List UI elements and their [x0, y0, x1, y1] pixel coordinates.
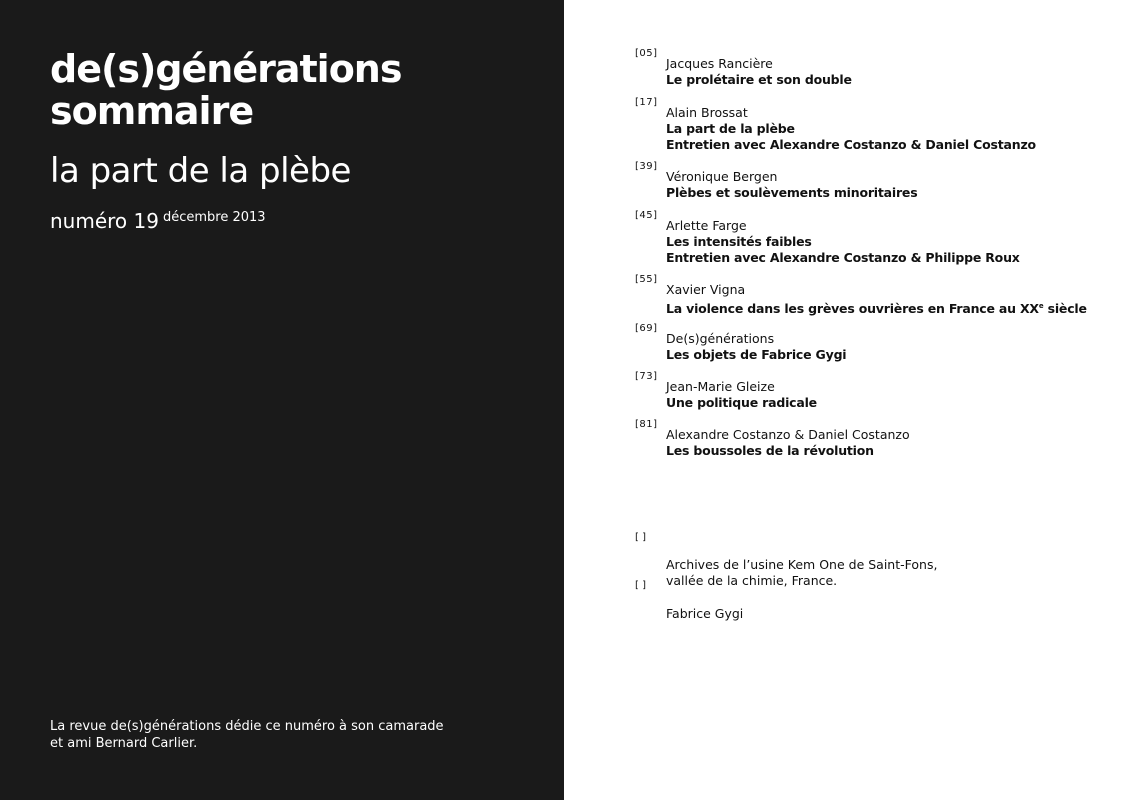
entry-author: Alexandre Costanzo & Daniel Costanzo: [666, 427, 910, 442]
archive-bracket: [ ]: [635, 532, 646, 543]
right-page: [564, 0, 1127, 800]
page-number: [45]: [635, 210, 658, 221]
journal-name: de(s)générations: [50, 47, 402, 91]
entry-author: Alain Brossat: [666, 105, 748, 120]
entry-title: Les objets de Fabrice Gygi: [666, 347, 847, 362]
entry-title-end: siècle: [1043, 301, 1087, 316]
issue-info: [50, 205, 266, 234]
entry-author: Jean-Marie Gleize: [666, 379, 775, 394]
entry-title: Les intensités faibles: [666, 234, 812, 249]
contents-heading: sommaire: [50, 89, 254, 133]
page-number: [69]: [635, 323, 658, 334]
entry-title: La part de la plèbe: [666, 121, 795, 136]
dedication: [50, 718, 490, 752]
entry-author: Véronique Bergen: [666, 169, 778, 184]
entry-title: Plèbes et soulèvements minoritaires: [666, 185, 918, 200]
issue-number: numéro 19: [50, 209, 159, 233]
entry-subtitle: Entretien avec Alexandre Costanzo & Daniel Costanzo: [666, 137, 1036, 152]
archive-bracket: [ ]: [635, 580, 646, 591]
archive-caption: Archives de l’usine Kem One de Saint-Fons,: [666, 557, 938, 572]
entry-title: Le prolétaire et son double: [666, 72, 852, 87]
issue-date: décembre 2013: [162, 210, 266, 225]
entry-title: Les boussoles de la révolution: [666, 443, 874, 458]
page-number: [81]: [635, 419, 658, 430]
dedication-line: La revue de(s)générations dédie ce numéro à son camarade: [50, 719, 444, 734]
archive-caption: vallée de la chimie, France.: [666, 573, 838, 588]
entry-title: [666, 298, 1116, 317]
archive-credit: Fabrice Gygi: [666, 606, 744, 621]
entry-title-superscript: e: [1038, 302, 1044, 310]
dedication-line: et ami Bernard Carlier.: [50, 736, 198, 751]
entry-author: Xavier Vigna: [666, 282, 746, 297]
page-number: [73]: [635, 371, 658, 382]
page-number: [55]: [635, 274, 658, 285]
page-number: [05]: [635, 48, 658, 59]
entry-subtitle: Entretien avec Alexandre Costanzo & Philippe Roux: [666, 250, 1020, 265]
entry-title: Une politique radicale: [666, 395, 817, 410]
page-number: [17]: [635, 97, 658, 108]
page-number: [39]: [635, 161, 658, 172]
entry-author: Arlette Farge: [666, 218, 747, 233]
entry-author: Jacques Rancière: [666, 56, 773, 71]
entry-title-main: La violence dans les grèves ouvrières en France au XX: [666, 301, 1039, 316]
issue-subtitle: la part de la plèbe: [50, 151, 351, 191]
entry-author: De(s)générations: [666, 331, 775, 346]
journal-title: [50, 48, 401, 132]
